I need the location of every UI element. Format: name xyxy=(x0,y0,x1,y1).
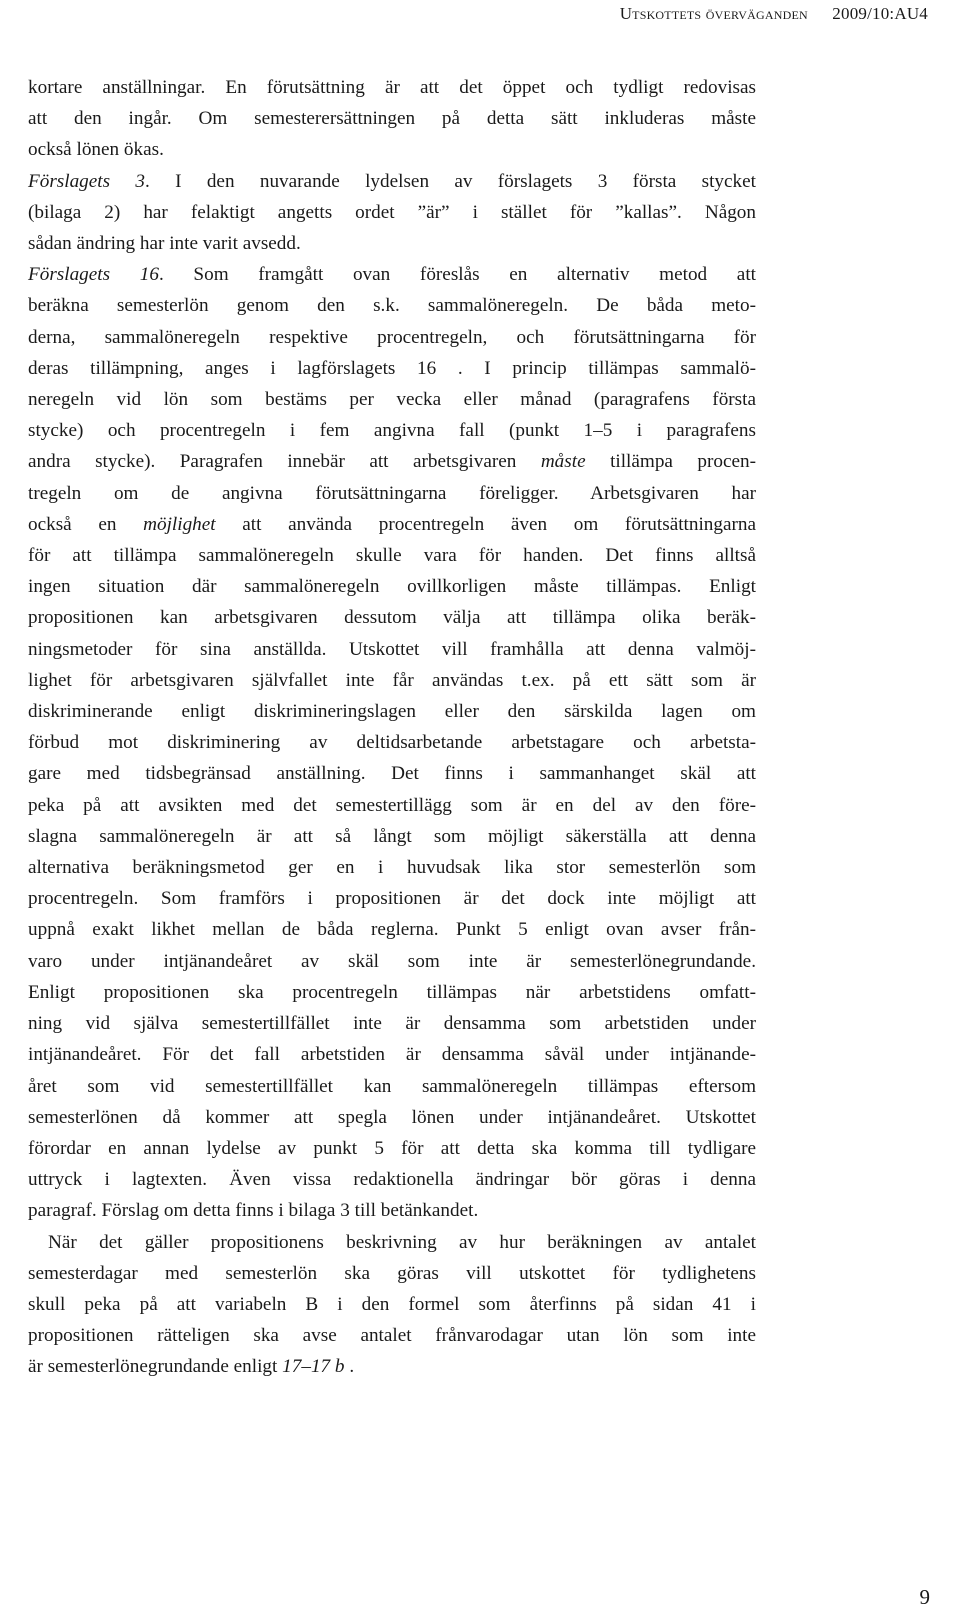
text-segment: . Som framgått ovan föreslås en alternativ metod att xyxy=(158,264,756,286)
text-line xyxy=(28,197,756,228)
text-segment: förbud mot diskriminering av deltidsarbetande arbetstagare och arbetsta- xyxy=(28,732,756,754)
text-segment: uppnå exakt likhet mellan de båda reglerna. Punkt 5 enligt ovan avser från- xyxy=(28,919,756,941)
text-segment: ingen situation där sammalöneregeln ovillkorligen måste tillämpas. Enligt xyxy=(28,576,756,598)
text-line xyxy=(28,790,756,821)
text-line xyxy=(28,103,756,134)
text-line xyxy=(28,602,756,633)
text-line xyxy=(28,446,756,477)
text-line xyxy=(28,384,756,415)
text-line xyxy=(28,415,756,446)
text-line xyxy=(28,1289,756,1320)
text-segment: slagna sammalöneregeln är att så långt som möjligt säkerställa att denna xyxy=(28,825,756,847)
body-text xyxy=(28,72,756,1383)
text-line xyxy=(28,72,756,103)
page-number: 9 xyxy=(919,1585,930,1609)
text-segment: varo under intjänandeåret av skäl som inte är semesterlönegrundande. xyxy=(28,950,756,972)
text-line xyxy=(28,259,756,290)
text-line xyxy=(28,758,756,789)
text-line xyxy=(28,1258,756,1289)
text-line xyxy=(28,1039,756,1070)
text-line xyxy=(28,1320,756,1351)
section-title: Utskottets överväganden xyxy=(619,4,808,23)
text-segment: propositionen kan arbetsgivaren dessutom välja att tillämpa olika beräk- xyxy=(28,607,756,629)
text-segment: kortare anställningar. En förutsättning är att det öppet och tydligt redovisas xyxy=(28,77,756,98)
text-segment: tillämpa procen- xyxy=(585,451,757,473)
text-line xyxy=(28,509,756,540)
text-segment: att använda procentregeln även om förutsättningarna xyxy=(215,513,756,535)
text-segment: beräkna semesterlön genom den s.k. sammalöneregeln. De båda meto- xyxy=(28,295,756,317)
text-line xyxy=(28,914,756,945)
text-line xyxy=(28,290,756,321)
text-line xyxy=(28,696,756,727)
text-line xyxy=(28,883,756,914)
text-line xyxy=(28,571,756,602)
text-segment: Förslagets 3 xyxy=(28,170,145,192)
text-segment: procentregeln. Som framförs i propositionen är det dock inte möjligt att xyxy=(28,888,756,910)
text-segment: är semesterlönegrundande enligt xyxy=(28,1356,283,1378)
text-segment: deras tillämpning, anges i lagförslagets 16 . I princip tillämpas sammalö- xyxy=(28,357,756,379)
text-line xyxy=(28,353,756,384)
text-segment: . I den nuvarande lydelsen av förslagets 3 första stycket xyxy=(145,170,756,192)
text-segment: (bilaga 2) har felaktigt angetts ordet ”är” i stället för ”kallas”. Någon xyxy=(28,201,756,223)
text-segment: för att tillämpa sammalöneregeln skulle vara för handen. Det finns alltså xyxy=(28,545,756,567)
text-line xyxy=(28,727,756,758)
text-line xyxy=(28,1071,756,1102)
text-segment: Förslagets 16 xyxy=(28,264,159,286)
text-line xyxy=(28,228,756,259)
text-segment: sådan ändring har inte varit avsedd. xyxy=(28,233,301,255)
text-segment: diskriminerande enligt diskrimineringslagen eller den särskilda lagen om xyxy=(28,701,756,723)
text-segment: När det gäller propositionens beskrivning av hur beräkningen av antalet xyxy=(48,1231,756,1253)
text-segment: också lönen ökas. xyxy=(28,139,164,161)
text-segment: derna, sammalöneregeln respektive procentregeln, och förutsättningarna för xyxy=(28,326,756,348)
text-line xyxy=(28,540,756,571)
text-segment: året som vid semestertillfället kan sammalöneregeln tillämpas eftersom xyxy=(28,1075,756,1097)
text-segment: också en xyxy=(28,513,144,535)
text-segment: alternativa beräkningsmetod ger en i huvudsak lika stor semesterlön som xyxy=(28,857,756,879)
text-segment: intjänandeåret. För det fall arbetstiden är densamma såväl under intjänande- xyxy=(28,1044,756,1066)
text-line xyxy=(28,821,756,852)
text-segment: uttryck i lagtexten. Även vissa redaktionella ändringar bör göras i denna xyxy=(28,1169,756,1191)
document-id: 2009/10:AU4 xyxy=(832,4,928,23)
text-segment: lighet för arbetsgivaren självfallet inte får användas t.ex. på ett sätt som är xyxy=(28,669,756,691)
text-line xyxy=(28,1351,756,1382)
text-line xyxy=(28,1227,756,1258)
text-segment: gare med tidsbegränsad anställning. Det finns i sammanhanget skäl att xyxy=(28,763,756,785)
text-segment: 17–17 b xyxy=(282,1356,345,1378)
text-line xyxy=(28,946,756,977)
text-line xyxy=(28,977,756,1008)
text-segment: andra stycke). Paragrafen innebär att arbetsgivaren xyxy=(28,451,541,473)
text-segment: stycke) och procentregeln i fem angivna fall (punkt 1–5 i paragrafens xyxy=(28,420,756,442)
text-segment: . xyxy=(344,1356,355,1378)
text-line xyxy=(28,1008,756,1039)
text-segment: ningsmetoder för sina anställda. Utskottet vill framhålla att denna valmöj- xyxy=(28,638,756,660)
text-segment: möjlighet xyxy=(143,513,216,535)
text-segment: förordar en annan lydelse av punkt 5 för att detta ska komma till tydligare xyxy=(28,1137,756,1159)
text-segment: tregeln om de angivna förutsättningarna föreligger. Arbetsgivaren har xyxy=(28,482,756,504)
text-segment: semesterdagar med semesterlön ska göras vill utskottet för tydlighetens xyxy=(28,1262,756,1284)
text-segment: ning vid själva semestertillfället inte är densamma som arbetstiden under xyxy=(28,1013,756,1035)
text-segment: neregeln vid lön som bestäms per vecka eller månad (paragrafens första xyxy=(28,389,756,411)
text-line xyxy=(28,1102,756,1133)
text-segment: propositionen rätteligen ska avse antalet frånvarodagar utan lön som inte xyxy=(28,1325,756,1347)
text-segment: paragraf. Förslag om detta finns i bilaga 3 till betänkandet. xyxy=(28,1200,479,1222)
text-line xyxy=(28,322,756,353)
text-line xyxy=(28,1164,756,1195)
text-line xyxy=(28,852,756,883)
text-line xyxy=(28,166,756,197)
running-head xyxy=(620,4,928,24)
text-line xyxy=(28,1195,756,1226)
text-segment: måste xyxy=(540,451,586,473)
text-line xyxy=(28,478,756,509)
text-line xyxy=(28,634,756,665)
text-line xyxy=(28,134,756,165)
text-segment: peka på att avsikten med det semestertillägg som är en del av den före- xyxy=(28,794,756,816)
text-segment: Enligt propositionen ska procentregeln tillämpas när arbetstidens omfatt- xyxy=(28,981,756,1003)
text-segment: att den ingår. Om semesterersättningen på detta sätt inkluderas måste xyxy=(28,108,756,130)
text-line xyxy=(28,665,756,696)
text-segment: skull peka på att variabeln B i den formel som återfinns på sidan 41 i xyxy=(28,1293,756,1315)
text-line xyxy=(28,1133,756,1164)
text-segment: semesterlönen då kommer att spegla lönen under intjänandeåret. Utskottet xyxy=(28,1106,756,1128)
